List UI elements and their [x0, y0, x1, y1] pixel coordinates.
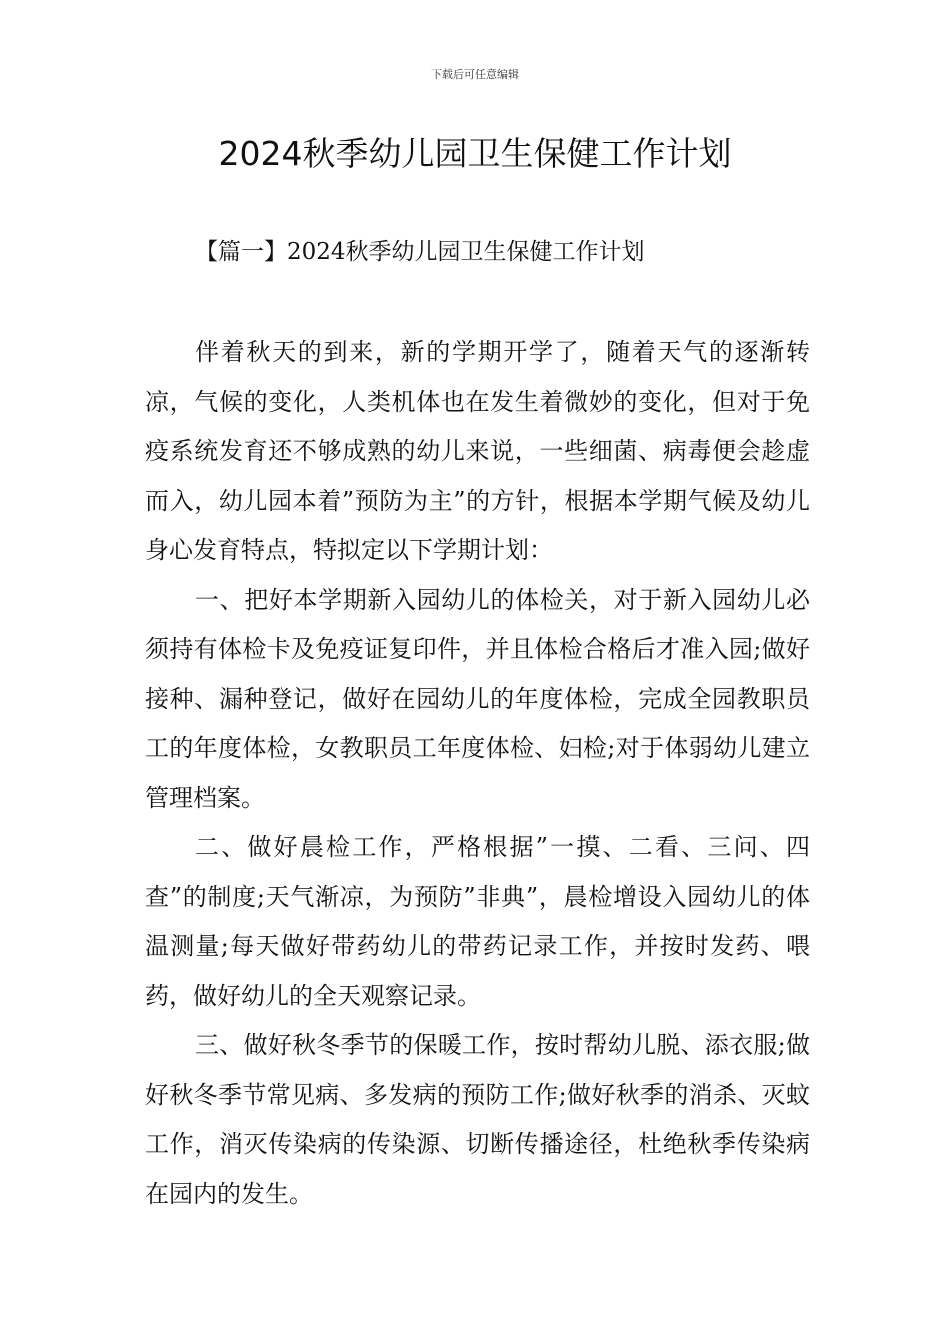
document-title: 2024秋季幼儿园卫生保健工作计划	[218, 134, 732, 173]
section-heading: 【篇一】2024秋季幼儿园卫生保健工作计划	[195, 239, 645, 265]
paragraph-item-3: 三、做好秋冬季节的保暖工作，按时帮幼儿脱、添衣服;做好秋冬季节常见病、多发病的预防工作;做好秋季的消杀、灭蚊工作，消灭传染病的传染源、切断传播途径，杜绝秋季传染病在园内的发生。	[145, 1031, 810, 1208]
paragraph-item-2: 二、做好晨检工作，严格根据”一摸、二看、三问、四查”的制度;天气渐凉，为预防”非典”，晨检增设入园幼儿的体温测量;每天做好带药幼儿的带药记录工作，并按时发药、喂药，做好幼儿的全天观察记录。	[145, 833, 810, 1010]
paragraph-intro: 伴着秋天的到来，新的学期开学了，随着天气的逐渐转凉，气候的变化，人类机体也在发生着微妙的变化，但对于免疫系统发育还不够成熟的幼儿来说，一些细菌、病毒便会趁虚而入，幼儿园本着”预防为主”的方针，根据本学期气候及幼儿身心发育特点，特拟定以下学期计划：	[145, 338, 810, 564]
paragraph-item-1: 一、把好本学期新入园幼儿的体检关，对于新入园幼儿必须持有体检卡及免疫证复印件，并且体检合格后才准入园;做好接种、漏种登记，做好在园幼儿的年度体检，完成全园教职员工的年度体检，女教职员工年度体检、妇检;对于体弱幼儿建立管理档案。	[145, 585, 810, 812]
document-body	[145, 328, 810, 1219]
header-note: 下载后可任意编辑	[431, 68, 519, 81]
